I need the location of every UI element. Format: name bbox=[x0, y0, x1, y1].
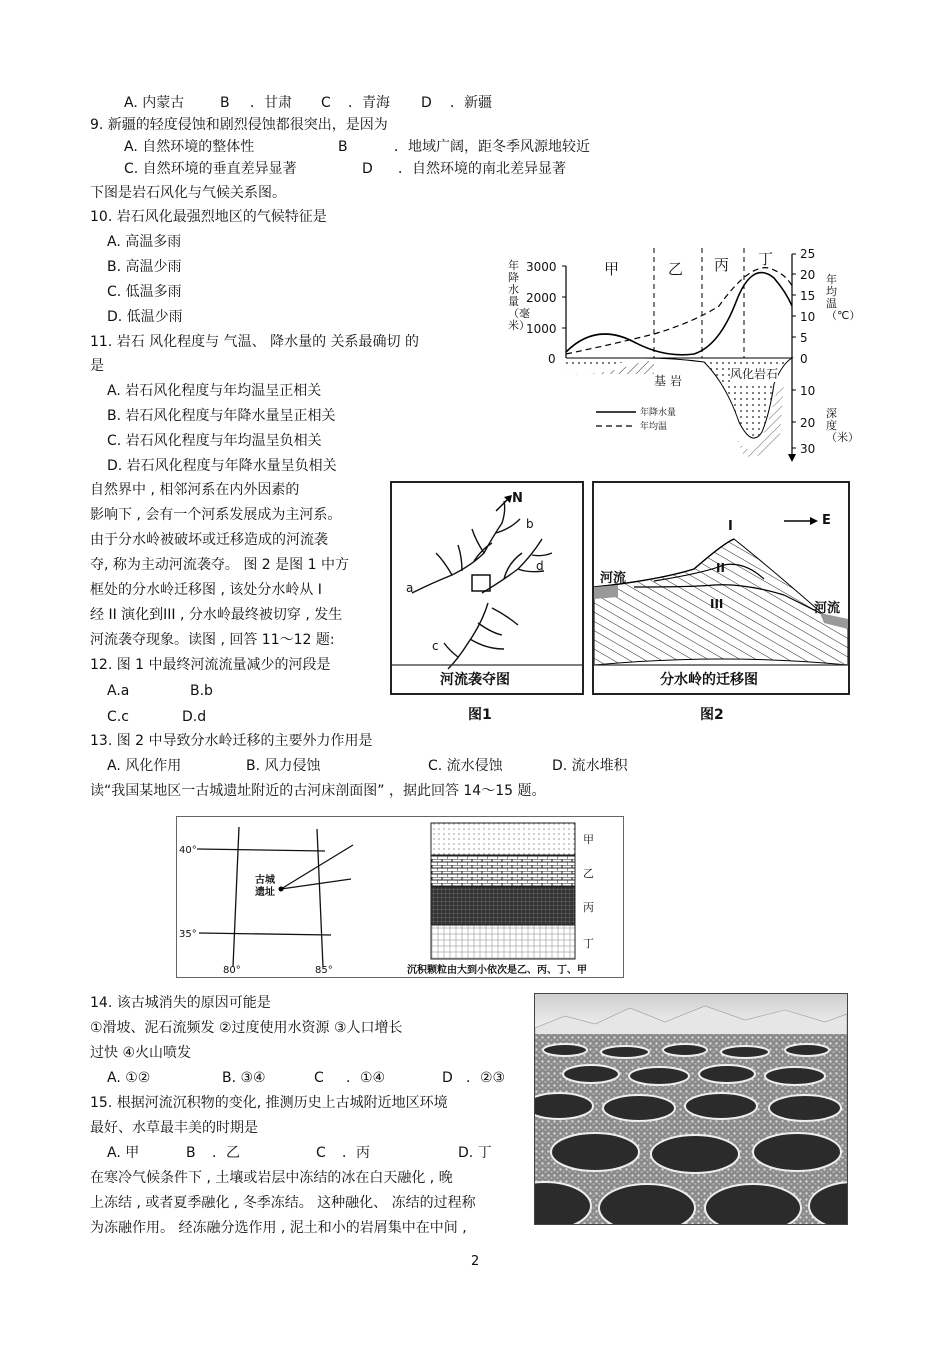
weathered-rock-label: 风化岩石 bbox=[730, 367, 779, 381]
q10-option-a: A. 高温多雨 bbox=[107, 234, 182, 250]
depth-tick-10: 10 bbox=[800, 384, 816, 398]
capture-para-line4: 夺, 称为主动河流袭夺。 图 2 是图 1 中方 bbox=[90, 557, 349, 573]
stratum-label-ding: 丁 bbox=[583, 937, 594, 950]
q8-option-c: C bbox=[321, 95, 331, 111]
river-left-label: 河流 bbox=[600, 571, 627, 586]
capture-para-line1: 自然界中 , 相邻河系在内外因素的 bbox=[90, 482, 300, 498]
q14-option-a: A. ①② bbox=[107, 1070, 151, 1086]
q11-option-b: B. 岩石风化程度与年降水量呈正相关 bbox=[107, 408, 336, 424]
capture-para-line5: 框处的分水岭迁移图 , 该处分水岭从 I bbox=[90, 582, 322, 598]
fig2-label: 图2 bbox=[700, 707, 724, 723]
q8-option-b-text: ．甘肃 bbox=[250, 95, 292, 111]
weathering-climate-figure bbox=[504, 234, 861, 466]
legend-precip: 年降水量 bbox=[640, 408, 677, 418]
depth-tick-30: 30 bbox=[800, 442, 816, 456]
zone-label-yi: 乙 bbox=[668, 260, 684, 278]
q9-option-d: D bbox=[362, 161, 373, 177]
q14-option-d-text: ．②③ bbox=[466, 1070, 506, 1086]
q8-option-d: D bbox=[421, 95, 432, 111]
q10-option-d: D. 低温少雨 bbox=[107, 309, 183, 325]
stratum-label-yi: 乙 bbox=[583, 867, 594, 880]
q13-option-b: B. 风力侵蚀 bbox=[246, 758, 321, 774]
q10-stem: 10. 岩石风化最强烈地区的气候特征是 bbox=[90, 209, 327, 225]
q11-stem-cont: 是 bbox=[90, 358, 104, 374]
q15-option-c: C bbox=[316, 1145, 326, 1161]
q9-stem: 9. 新疆的轻度侵蚀和剧烈侵蚀都很突出，是因为 bbox=[90, 117, 388, 133]
right-tick-10: 10 bbox=[800, 310, 816, 324]
river-label-b: b bbox=[526, 517, 534, 531]
lon-tick-85: 85° bbox=[315, 965, 333, 976]
q13-option-c: C. 流水侵蚀 bbox=[428, 758, 503, 774]
freeze-thaw-para-line3: 为冻融作用。 经冻融分选作用 , 泥土和小的岩屑集中在中间 , bbox=[90, 1220, 467, 1236]
q12-option-a: A.a bbox=[107, 683, 130, 699]
capture-para-line6: 经 II 演化到III , 分水岭最终被切穿 , 发生 bbox=[90, 607, 343, 623]
bedrock-label: 基 岩 bbox=[654, 374, 682, 388]
q12-option-b: B.b bbox=[190, 683, 213, 699]
lon-tick-80: 80° bbox=[223, 965, 241, 976]
q12-option-d: D.d bbox=[182, 709, 207, 725]
q14-option-d: D bbox=[442, 1070, 453, 1086]
q13-option-d: D. 流水堆积 bbox=[552, 758, 628, 774]
fig1-label: 图1 bbox=[468, 707, 492, 723]
river-right-label: 河流 bbox=[814, 601, 841, 616]
q8-option-a: A. 内蒙古 bbox=[124, 95, 185, 111]
intro-ancient-city: 读“我国某地区一古城遗址附近的古河床剖面图” ，据此回答 14～15 题。 bbox=[90, 783, 546, 799]
q14-option-c-text: ．①④ bbox=[346, 1070, 386, 1086]
lat-tick-40: 40° bbox=[179, 845, 197, 856]
q15-stem: 15. 根据河流沉积物的变化, 推测历史上古城附近地区环境 bbox=[90, 1095, 448, 1111]
right-axis-title: 年均温（℃） bbox=[826, 273, 861, 322]
q15-stem-cont: 最好、水草最丰美的时期是 bbox=[90, 1120, 258, 1136]
q11-option-c: C. 岩石风化程度与年均温呈负相关 bbox=[107, 433, 322, 449]
freeze-thaw-para-line1: 在寒冷气候条件下 , 土壤或岩层中冻结的冰在白天融化 , 晚 bbox=[90, 1170, 453, 1186]
fig1-caption: 河流袭夺图 bbox=[440, 672, 510, 688]
stage-label-1: I bbox=[728, 519, 733, 534]
q15-option-d: D. 丁 bbox=[458, 1145, 492, 1161]
q15-option-b-text: ．乙 bbox=[212, 1145, 240, 1161]
intro-weathering: 下图是岩石风化与气候关系图。 bbox=[90, 185, 286, 201]
capture-para-line2: 影响下 , 会有一个河系发展成为主河系。 bbox=[90, 507, 342, 523]
q11-option-a: A. 岩石风化程度与年均温呈正相关 bbox=[107, 383, 322, 399]
q14-option-b: B. ③④ bbox=[222, 1070, 266, 1086]
q13-option-a: A. 风化作用 bbox=[107, 758, 182, 774]
q14-option-c: C bbox=[314, 1070, 324, 1086]
zone-label-ding: 丁 bbox=[758, 250, 774, 268]
q9-option-b-text: ．地域广阔，距冬季风源地较近 bbox=[394, 139, 590, 155]
river-label-d: d bbox=[536, 559, 544, 573]
q13-stem: 13. 图 2 中导致分水岭迁移的主要外力作用是 bbox=[90, 733, 373, 749]
north-label: N bbox=[512, 491, 523, 506]
zone-label-jia: 甲 bbox=[604, 260, 620, 278]
right-tick-25: 25 bbox=[800, 247, 816, 261]
capture-para-line3: 由于分水岭被破坏或迁移造成的河流袭 bbox=[90, 532, 328, 548]
q15-option-c-text: ．丙 bbox=[342, 1145, 370, 1161]
river-label-a: a bbox=[406, 581, 414, 595]
q14-choices-line2: 过快 ④火山喷发 bbox=[90, 1045, 192, 1061]
q8-option-b: B bbox=[220, 95, 230, 111]
right-tick-15: 15 bbox=[800, 289, 816, 303]
capture-para-line7: 河流袭夺现象。读图 , 回答 11～12 题: bbox=[90, 632, 335, 648]
stage-label-3: III bbox=[710, 597, 724, 611]
divide-migration-figure bbox=[592, 481, 850, 695]
patterned-ground-photo bbox=[534, 993, 848, 1225]
left-axis-title: 年降水量（毫米） bbox=[508, 259, 530, 332]
q8-option-c-text: ．青海 bbox=[348, 95, 390, 111]
strata-note: 沉积颗粒由大到小依次是乙、丙、丁、甲 bbox=[407, 965, 587, 976]
freeze-thaw-para-line2: 上冻结 , 或者夏季融化 , 冬季冻结。 这种融化、 冻结的过程称 bbox=[90, 1195, 476, 1211]
q12-option-c: C.c bbox=[107, 709, 129, 725]
lat-tick-35: 35° bbox=[179, 929, 197, 940]
left-tick-2000: 2000 bbox=[526, 291, 557, 305]
east-label: E bbox=[822, 513, 831, 528]
ancient-city-site-label: 古城遗址 bbox=[255, 875, 275, 898]
q9-option-a: A. 自然环境的整体性 bbox=[124, 139, 255, 155]
depth-axis-title: 深度（米） bbox=[826, 407, 859, 444]
q9-option-c: C. 自然环境的垂直差异显著 bbox=[124, 161, 297, 177]
q14-stem: 14. 该古城消失的原因可能是 bbox=[90, 995, 271, 1011]
q9-option-b: B bbox=[338, 139, 348, 155]
q8-option-d-text: ．新疆 bbox=[450, 95, 492, 111]
right-tick-20: 20 bbox=[800, 268, 816, 282]
q15-option-a: A. 甲 bbox=[107, 1145, 140, 1161]
q12-stem: 12. 图 1 中最终河流流量减少的河段是 bbox=[90, 657, 331, 673]
q14-choices-line1: ①滑坡、泥石流频发 ②过度使用水资源 ③人口增长 bbox=[90, 1020, 403, 1036]
q11-option-d: D. 岩石风化程度与年降水量呈负相关 bbox=[107, 458, 337, 474]
fig2-caption: 分水岭的迁移图 bbox=[660, 672, 758, 688]
ancient-city-figure bbox=[176, 816, 624, 978]
zone-label-bing: 丙 bbox=[714, 256, 730, 274]
q15-option-b: B bbox=[186, 1145, 196, 1161]
q10-option-c: C. 低温多雨 bbox=[107, 284, 182, 300]
legend-temp: 年均温 bbox=[640, 422, 668, 432]
right-tick-5: 5 bbox=[800, 331, 808, 345]
left-tick-1000: 1000 bbox=[526, 322, 557, 336]
river-capture-map-figure bbox=[390, 481, 584, 695]
page-number: 2 bbox=[471, 1254, 480, 1269]
left-tick-0: 0 bbox=[548, 352, 556, 366]
q9-option-d-text: ．自然环境的南北差异显著 bbox=[398, 161, 566, 177]
river-label-c: c bbox=[432, 639, 439, 653]
q11-stem: 11. 岩石 风化程度与 气温、 降水量的 关系最确切 的 bbox=[90, 334, 419, 350]
q10-option-b: B. 高温少雨 bbox=[107, 259, 182, 275]
left-tick-3000: 3000 bbox=[526, 260, 557, 274]
stage-label-2: II bbox=[716, 561, 725, 575]
stratum-label-jia: 甲 bbox=[583, 833, 594, 846]
depth-tick-20: 20 bbox=[800, 416, 816, 430]
stratum-label-bing: 丙 bbox=[583, 901, 594, 914]
right-tick-0: 0 bbox=[800, 352, 808, 366]
